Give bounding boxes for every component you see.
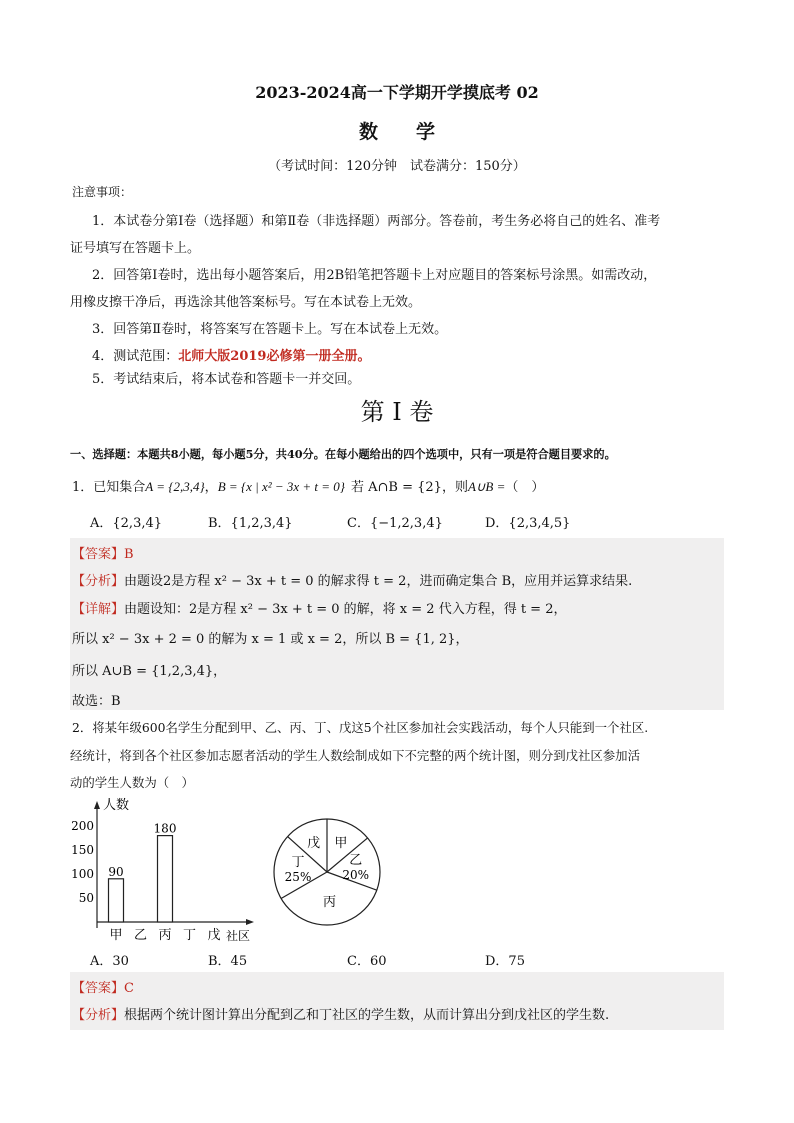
bar-chart-category-label: 丙 xyxy=(158,928,172,943)
note-item-4 xyxy=(92,345,370,364)
q2-analysis-text: 根据两个统计图计算出分配到乙和丁社区的学生数，从而计算出分到戊社区的学生数. xyxy=(124,1008,610,1023)
q2-analysis xyxy=(72,1004,609,1023)
bar-chart-bar xyxy=(109,879,124,922)
q1-detail xyxy=(72,598,566,617)
bar-chart-y-tick-label: 200 xyxy=(71,819,94,833)
bar-chart-value-label: 90 xyxy=(108,864,124,879)
pie-slice-label: 甲 xyxy=(334,836,348,852)
q1-stem-intro: 1．已知集合 xyxy=(72,480,146,495)
q1-analysis-text: 由题设2是方程 x² − 3x + t = 0 的解求得 t = 2，进而确定集合 B，应用并运算求结果. xyxy=(124,574,633,589)
q1-bracket: （ ） xyxy=(505,480,545,495)
q1-option-d: D．{2,3,4,5} xyxy=(485,516,571,531)
q2-stem-line-2: 经统计，将到各个社区参加志愿者活动的学生人数绘制成如下不完整的两个统计图，则分到戊社区参加活 xyxy=(70,748,640,763)
volume-title: 第 I 卷 xyxy=(360,398,434,426)
bar-chart-y-arrow xyxy=(94,801,100,809)
q1-detail-line-2: 所以 x² − 3x + 2 = 0 的解为 x = 1 或 x = 2，所以 B = {1, 2}， xyxy=(72,632,469,647)
bar-chart-x-arrow xyxy=(246,919,254,925)
pie-slice-percent: 20% xyxy=(342,867,370,882)
exam-time-info: （考试时间：120分钟 试卷满分：150分） xyxy=(268,159,526,174)
q1-detail-line-3: 所以 A∪B = {1,2,3,4}， xyxy=(72,664,227,679)
q2-option-d: D．75 xyxy=(485,954,525,969)
bar-chart-y-tick-label: 150 xyxy=(71,843,94,857)
q1-set-b: B = {x | x² − 3x + t = 0} xyxy=(217,479,346,494)
q1-option-c: C．{−1,2,3,4} xyxy=(347,516,443,531)
notes-heading: 注意事项： xyxy=(72,185,133,199)
q1-condition: 若 A∩B = {2} xyxy=(351,480,442,495)
note-item-5: 5．考试结束后，将本试卷和答题卡一并交回。 xyxy=(92,372,361,387)
bar-chart-y-tick-label: 100 xyxy=(71,867,94,881)
section-1-heading: 一、选择题：本题共8小题，每小题5分，共40分。在每小题给出的四个选项中，只有一项是符合题目要求的。 xyxy=(70,447,616,461)
question-1-stem xyxy=(72,476,544,495)
q1-option-a: A．{2,3,4} xyxy=(90,516,163,531)
q2-stem-line-3: 动的学生人数为（ ） xyxy=(70,775,194,790)
bar-chart-y-label: 人数 xyxy=(103,798,130,813)
test-range: 北师大版2019必修第一册全册。 xyxy=(178,349,371,364)
bar-chart-category-label: 丁 xyxy=(182,928,197,943)
pie-slice-label: 戊 xyxy=(307,835,321,851)
q2-option-b: B．45 xyxy=(208,954,248,969)
q1-answer-tag: 【答案】 xyxy=(72,547,125,562)
q1-choice: 故选：B xyxy=(72,694,121,709)
q1-detail-tag: 【详解】 xyxy=(72,602,125,617)
note-item-4-prefix: 4．测试范围： xyxy=(92,349,179,364)
bar-chart-y-tick-label: 50 xyxy=(78,891,94,905)
bar-chart-category-label: 甲 xyxy=(109,928,123,943)
q2-analysis-tag: 【分析】 xyxy=(72,1008,125,1023)
q2-answer-tag: 【答案】 xyxy=(72,981,125,996)
q1-option-b: B．{1,2,3,4} xyxy=(208,516,293,531)
note-item-3: 3．回答第Ⅱ卷时，将答案写在答题卡上。写在本试卷上无效。 xyxy=(92,322,448,337)
exam-title: 2023-2024高一下学期开学摸底考 02 xyxy=(255,83,539,102)
note-item-1-line-1: 1．本试卷分第Ⅰ卷（选择题）和第Ⅱ卷（非选择题）两部分。答卷前，考生务必将自己的姓名、准考 xyxy=(92,214,661,229)
pie-slice-label: 丁 xyxy=(291,854,305,870)
q2-bar-chart xyxy=(70,795,270,945)
q1-detail-text: 由题设知：2是方程 x² − 3x + t = 0 的解，将 x = 2 代入方程，得 t = 2， xyxy=(124,602,567,617)
q1-answer-value: B xyxy=(124,547,134,562)
pie-slice-label: 丙 xyxy=(323,895,337,911)
q1-ask-text: ，则 xyxy=(441,480,468,495)
q2-option-a: A．30 xyxy=(90,954,129,969)
bar-chart-value-label: 180 xyxy=(153,821,177,836)
q2-answer-value: C xyxy=(124,981,134,996)
q2-stem-line-1: 2．将某年级600名学生分配到甲、乙、丙、丁、戊这5个社区参加社会实践活动，每个人只能到一个社区. xyxy=(72,720,649,735)
q1-analysis xyxy=(72,570,632,589)
note-item-2-line-1: 2．回答第Ⅰ卷时，选出每小题答案后，用2B铅笔把答题卡上对应题目的答案标号涂黑。如需改动， xyxy=(92,268,657,283)
q1-union-expression: A∪B = xyxy=(467,479,506,494)
q1-analysis-tag: 【分析】 xyxy=(72,574,125,589)
note-item-2-line-2: 用橡皮擦干净后，再选涂其他答案标号。写在本试卷上无效。 xyxy=(70,295,422,310)
q1-solution-box xyxy=(70,538,724,710)
q2-pie-chart xyxy=(270,812,390,932)
pie-slice-percent: 25% xyxy=(284,869,312,884)
bar-chart-x-label: 社区 xyxy=(226,929,251,943)
bar-chart-category-label: 戊 xyxy=(207,928,221,943)
bar-chart-bar xyxy=(158,836,173,922)
pie-slice-label: 乙 xyxy=(349,852,363,868)
q2-option-c: C．60 xyxy=(347,954,387,969)
q2-answer xyxy=(72,977,134,996)
q1-set-a: A = {2,3,4} xyxy=(145,479,205,494)
subject-title: 数 学 xyxy=(358,121,435,143)
bar-chart-category-label: 乙 xyxy=(133,928,148,943)
q1-separator: ， xyxy=(204,480,218,495)
q1-answer xyxy=(72,543,134,562)
note-item-1-line-2: 证号填写在答题卡上。 xyxy=(70,241,201,256)
